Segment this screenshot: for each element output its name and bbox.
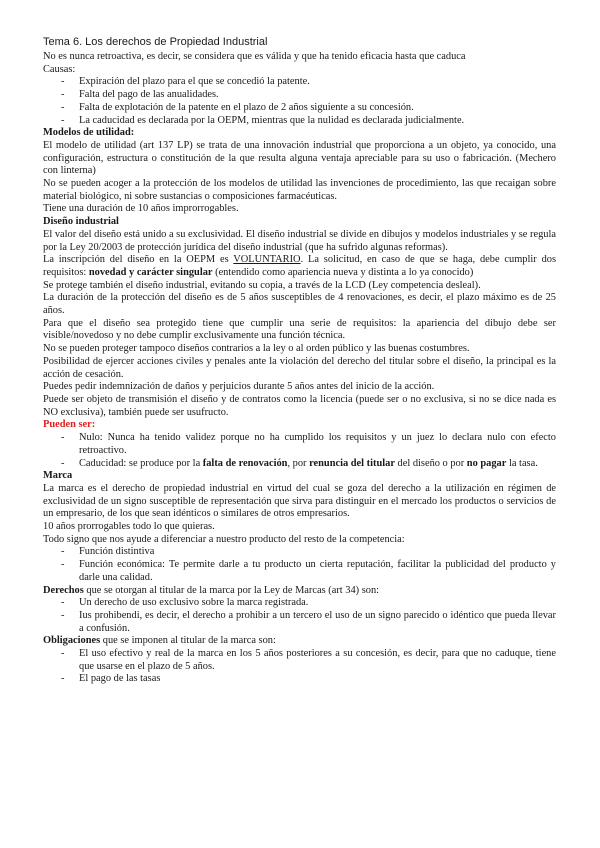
text-run: Caducidad: se produce por la: [79, 457, 203, 469]
derechos-label: Derechos: [43, 584, 84, 596]
pueden-ser-label: Pueden ser:: [43, 419, 96, 431]
list-item: - Falta del pago de las anualidades.: [43, 89, 556, 102]
paragraph: Todo signo que nos ayude a diferenciar a nuestro producto del resto de la competencia:: [43, 533, 405, 545]
paragraph: 10 años prorrogables todo lo que quieras.: [43, 521, 215, 533]
text-run: que se otorgan al titular de la marca por la Ley de Marcas (art 34) son:: [83, 584, 380, 596]
bold-run: renuncia del titular: [309, 457, 395, 469]
list-item: - Función distintiva: [43, 546, 556, 559]
derechos-list: [43, 597, 556, 635]
paragraph: Para que el diseño sea protegido tiene que cumplir una serie de requisitos: la apariencia del dibujo debe ser visible/novedoso y no debe cumplir exclusivamente una función técnica.: [43, 317, 556, 342]
causas-label: Causas:: [43, 63, 76, 75]
text-run: , por: [287, 457, 310, 469]
heading-diseno-industrial: Diseño industrial: [43, 216, 119, 228]
obligaciones-list: [43, 648, 556, 686]
paragraph: Tiene una duración de 10 años improrrogables.: [43, 203, 239, 215]
paragraph: El modelo de utilidad (art 137 LP) se trata de una innovación industrial que proporciona a un objeto, ya conocido, una configuración, estructura o constitución de la que resulta alguna ventaja apreciable para su uso o fabricación. (Mechero con linterna): [43, 139, 556, 177]
text-run: (entendido como apariencia nueva y distinta a lo ya conocido): [212, 266, 474, 278]
list-item: - El pago de las tasas: [43, 673, 556, 686]
document-title: Tema 6. Los derechos de Propiedad Industrial: [43, 36, 268, 48]
voluntario-text: VOLUNTARIO: [233, 254, 301, 266]
funciones-list: [43, 546, 556, 584]
bold-run: falta de renovación: [202, 457, 288, 469]
paragraph: [43, 254, 556, 279]
bold-run: no pagar: [466, 457, 507, 469]
paragraph: Puedes pedir indemnización de daños y perjuicios durante 5 años antes del inicio de la acción.: [43, 381, 435, 393]
paragraph: Posibilidad de ejercer acciones civiles y penales ante la violación del derecho del titular sobre el diseño, la principal es la acción de cesación.: [43, 355, 556, 380]
list-item: [43, 458, 556, 471]
heading-marca: Marca: [43, 470, 73, 482]
requisitos-bold: novedad y carácter singular: [88, 266, 213, 278]
list-item: - El uso efectivo y real de la marca en los 5 años posteriores a su concesión, es decir, para que no caduque, tiene que usarse en el plazo de 5 años.: [43, 648, 556, 673]
causas-list: [43, 76, 556, 127]
list-item: - Un derecho de uso exclusivo sobre la marca registrada.: [43, 597, 556, 610]
intro-text: No es nunca retroactiva, es decir, se considera que es válida y que ha tenido eficacia hasta que caduca: [43, 51, 466, 62]
list-item: - Nulo: Nunca ha tenido validez porque no ha cumplido los requisitos y un juez lo declara nulo con efecto retroactivo.: [43, 432, 556, 457]
paragraph: Se protege también el diseño industrial, evitando su copia, a través de la LCD (Ley competencia desleal).: [43, 279, 481, 291]
text-run: la tasa.: [506, 457, 538, 469]
list-item: - La caducidad es declarada por la OEPM, mientras que la nulidad es declarada judicialmente.: [43, 115, 556, 128]
text-run: . La solicitud, en caso de que se haga, debe cumplir dos requisitos:: [43, 254, 556, 278]
paragraph: No se pueden acoger a la protección de los modelos de utilidad las invenciones de procedimiento, las que recaigan sobre material biológico, ni sobre sustancias o composiciones farmacéuticas.: [43, 178, 556, 202]
list-item: - Función económica: Te permite darle a tu producto un cierta reputación, facilitar la publicidad del producto y darle una calidad.: [43, 559, 556, 584]
paragraph: La duración de la protección del diseño es de 5 años susceptibles de 4 renovaciones, es decir, el plazo máximo es de 25 años.: [43, 292, 556, 317]
list-item: - Ius prohibendi, es decir, el derecho a prohibir a un tercero el uso de un signo parecido o idéntico que pueda llevar a confusión.: [43, 610, 556, 635]
document-page: [43, 36, 556, 686]
text-run: del diseño o por: [394, 457, 467, 469]
pueden-ser-list: [43, 432, 556, 470]
paragraph: [43, 585, 556, 598]
text-run: que se imponen al titular de la marca son:: [100, 635, 276, 647]
paragraph: La marca es el derecho de propiedad industrial en virtud del cual se goza del derecho a la utilización en régimen de exclusividad de un signo susceptible de representación que sirva para distinguir en el mercado los productos o servicios de un empresario, de los que sean idénticos o similares de otros empresarios.: [43, 482, 556, 520]
list-item: - Expiración del plazo para el que se concedió la patente.: [43, 76, 556, 89]
obligaciones-label: Obligaciones: [43, 635, 101, 647]
heading-modelos-utilidad: Modelos de utilidad:: [43, 127, 135, 139]
list-item: - Falta de explotación de la patente en el plazo de 2 años siguiente a su concesión.: [43, 102, 556, 115]
paragraph: No se pueden proteger tampoco diseños contrarios a la ley o al orden público y las buenas costumbres.: [43, 343, 470, 355]
paragraph: [43, 635, 556, 648]
paragraph: Puede ser objeto de transmisión el diseño y de contratos como la licencia (puede ser o no exclusiva, si no se dice nada es NO exclusiva), también puede ser usufructo.: [43, 393, 556, 418]
paragraph: El valor del diseño está unido a su exclusividad. El diseño industrial se divide en dibujos y modelos industriales y se regula por la Ley 20/2003 de protección jurídica del diseño industrial (que ha sufrido algunas reformas).: [43, 228, 556, 253]
text-run: La inscripción del diseño en la OEPM es: [43, 254, 234, 266]
